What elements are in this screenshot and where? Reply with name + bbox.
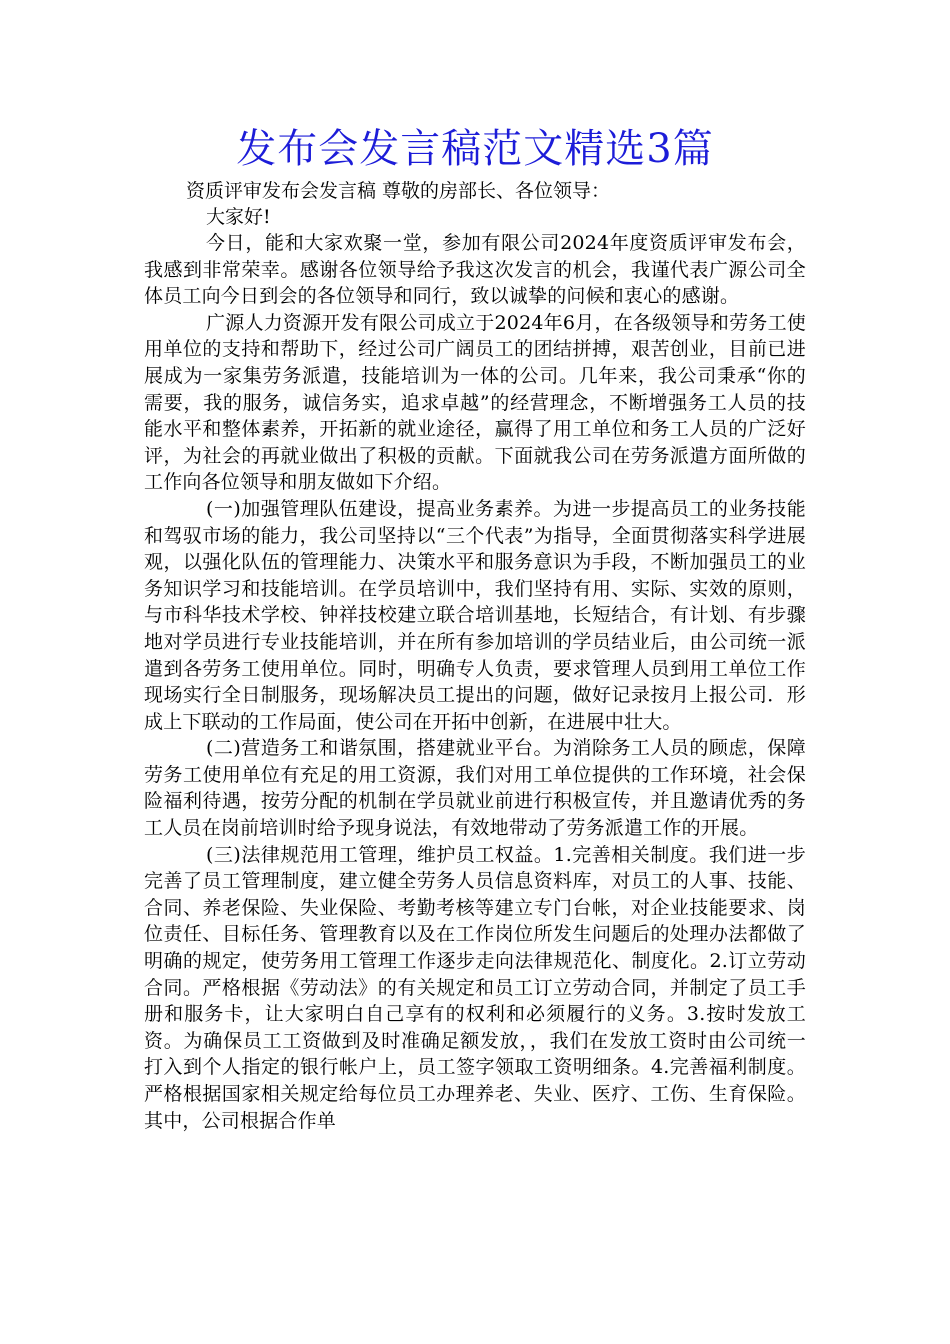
document-subtitle: 资质评审发布会发言稿 尊敬的房部长、各位领导： xyxy=(186,180,611,202)
paragraph-1: 今日，能和大家欢聚一堂，参加有限公司2024年度资质评审发布会，我感到非常荣幸。感谢各位领导给予我这次发言的机会，我谨代表广源公司全体员工向今日到会的各位领导和同行，致以诚挚的问候和衷心的感谢。 xyxy=(144,232,806,308)
paragraph-4: (二)营造务工和谐氛围，搭建就业平台。为消除务工人员的顾虑，保障劳务工使用单位有充足的用工资源，我们对用工单位提供的工作环境，社会保险福利待遇，按劳分配的机制在学员就业前进行积极宣传，并且邀请优秀的务工人员在岗前培训时给予现身说法，有效地带动了劳务派遣工作的开展。 xyxy=(144,737,806,840)
paragraph-5: (三)法律规范用工管理，维护员工权益。1.完善相关制度。我们进一步完善了员工管理制度，建立健全劳务人员信息资料库，对员工的人事、技能、合同、养老保险、失业保险、考勤考核等建立专门台帐，对企业技能要求、岗位责任、目标任务、管理教育以及在工作岗位所发生问题后的处理办法都做了明确的规定，使劳务用工管理工作逐步走向法律规范化、制度化。2.订立劳动合同。严格根据《劳动法》的有关规定和员工订立劳动合同，并制定了员工手册和服务卡，让大家明白自己享有的权利和必须履行的义务。3.按时发放工资。为确保员工工资做到及时准确足额发放，，我们在发放工资时由公司统一打入到个人指定的银行帐户上，员工签字领取工资明细条。4.完善福利制度。严格根据国家相关规定给每位员工办理养老、失业、医疗、工伤、生育保险。其中，公司根据合作单 xyxy=(144,843,806,1132)
document-body xyxy=(144,120,806,1134)
greeting-line: 大家好! xyxy=(206,206,271,228)
document-title: 发布会发言稿范文精选3篇 xyxy=(236,126,714,172)
paragraph-2: 广源人力资源开发有限公司成立于2024年6月，在各级领导和劳务工使用单位的支持和帮助下，经过公司广阔员工的团结拼搏，艰苦创业，目前已进展成为一家集劳务派遣，技能培训为一体的公司。几年来，我公司秉承“你的需要，我的服务，诚信务实，追求卓越”的经营理念，不断增强务工人员的技能水平和整体素养，开拓新的就业途径，赢得了用工单位和务工人员的广泛好评，为社会的再就业做出了积极的贡献。下面就我公司在劳务派遣方面所做的工作向各位领导和朋友做如下介绍。 xyxy=(144,311,806,494)
paragraph-3: (一)加强管理队伍建设，提高业务素养。为进一步提高员工的业务技能和驾驭市场的能力，我公司坚持以“三个代表”为指导，全面贯彻落实科学进展观，以强化队伍的管理能力、决策水平和服务意识为手段，不断加强员工的业务知识学习和技能培训。在学员培训中，我们坚持有用、实际、实效的原则，与市科华技术学校、钟祥技校建立联合培训基地，长短结合，有计划、有步骤地对学员进行专业技能培训，并在所有参加培训的学员结业后，由公司统一派遣到各劳务工使用单位。同时，明确专人负责，要求管理人员到用工单位工作现场实行全日制服务，现场解决员工提出的问题，做好记录按月上报公司．形成上下联动的工作局面，使公司在开拓中创新，在进展中壮大。 xyxy=(144,497,806,733)
